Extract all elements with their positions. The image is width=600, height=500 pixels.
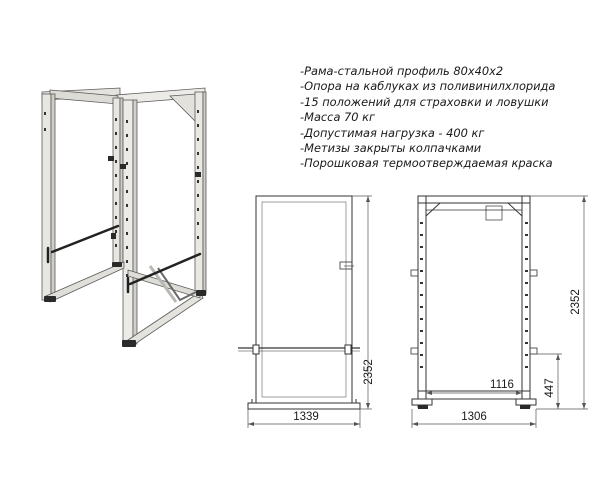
side-view-drawing (238, 196, 360, 409)
spec-item-support: -Опора на каблуках из поливинилхлорида (300, 79, 556, 94)
base-height-label: 447 (544, 378, 556, 398)
spec-item-frame: -Рама-стальной профиль 80х40х2 (300, 64, 504, 78)
spec-item-load: -Допустимая нагрузка - 400 кг (300, 125, 485, 140)
power-rack-3d-render (42, 88, 206, 346)
front-view-hooks (411, 270, 537, 354)
specifications-list (300, 64, 596, 172)
spec-item-paint: -Порошковая термоотверждаемая краска (300, 156, 553, 171)
spec-item-weight: -Масса 70 кг (300, 110, 376, 125)
spec-item-hardware: -Метизы закрыты колпачками (300, 141, 482, 156)
front-width-label: 1306 (461, 411, 487, 423)
front-height-label: 2352 (570, 289, 582, 315)
side-height-label: 2352 (363, 359, 375, 385)
inner-width-label: 1116 (490, 379, 514, 391)
front-view-drawing (412, 196, 536, 409)
inner-width-dimension (426, 391, 522, 395)
side-depth-label: 1339 (293, 411, 319, 423)
front-view-holes (420, 222, 528, 368)
spec-item-positions: -15 положений для страховки и ловушки (300, 94, 549, 109)
